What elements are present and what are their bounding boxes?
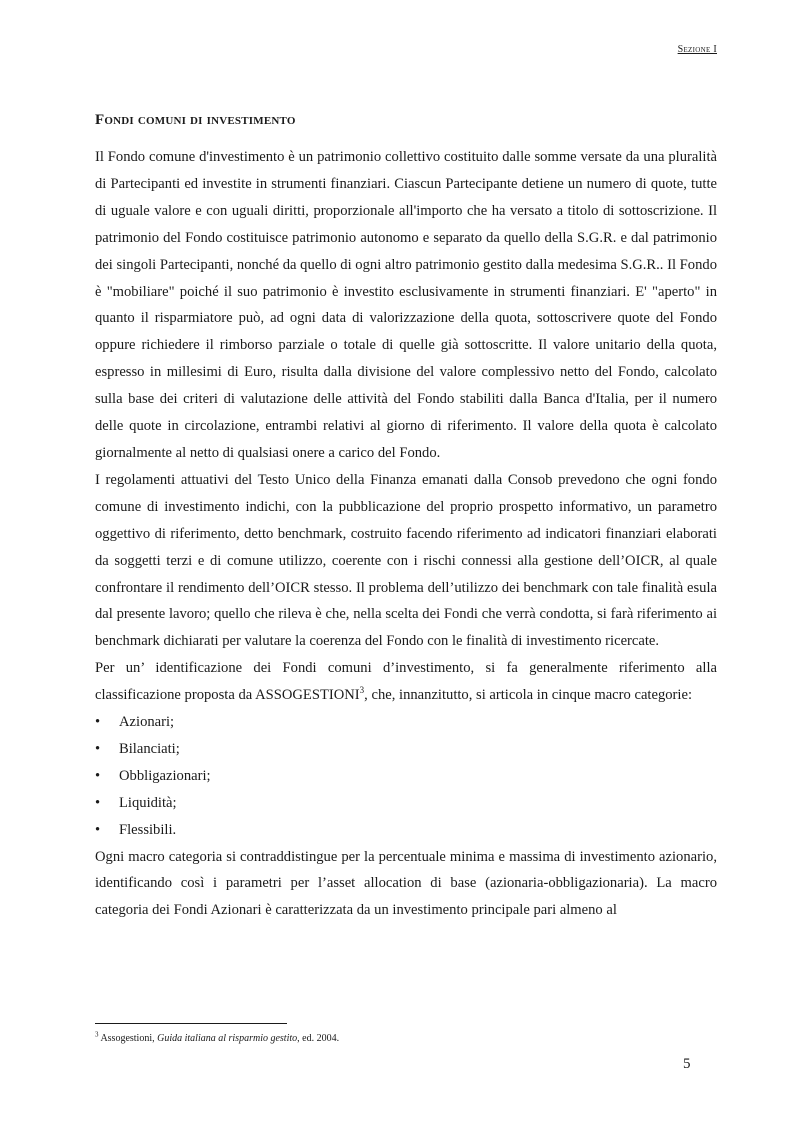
footnote-ref[interactable]: 3 [359,685,365,696]
footnote-author: Assogestioni, [98,1033,158,1044]
section-header: Sezione I [677,44,717,55]
footnote-edition: , ed. 2004. [297,1033,340,1044]
bullet-icon: • [95,714,101,731]
category-label: Obbligazionari; [119,767,211,784]
category-label: Flessibili. [119,821,177,838]
page-number: 5 [683,1056,691,1072]
paragraph-benchmark: I regolamenti attuativi del Testo Unico della Finanza emanati dalla Consob prevedono che ogni fondo comune di investimento indichi, con la pubblicazione del proprio prospetto informativo, un parametro oggettivo di riferimento, detto benchmark, costruito facendo riferimento ad indicatori finanziari elaborati da soggetti terzi e di comune utilizzo, coerente con i rischi connessi alla gestione dell’OICR, al quale confrontare il rendimento dell’OICR stesso. Il problema dell’utilizzo dei benchmark con tale finalità esula dal presente lavoro; quello che rileva è che, nella scelta dei Fondi che verrà condotta, si farà riferimento ai benchmark dichiarati per valutare la coerenza del Fondo con le finalità di investimento ricercate. [95,471,717,650]
footnote-work-title: Guida italiana al risparmio gestito [157,1033,298,1044]
footnote-divider [95,1023,287,1024]
bullet-icon: • [95,740,101,757]
bullet-icon: • [95,767,101,784]
list-item [95,763,717,790]
list-item [95,736,717,763]
category-list [95,709,717,844]
list-item [95,817,717,844]
bullet-icon: • [95,821,101,838]
list-item [95,709,717,736]
paragraph-classification [95,655,717,709]
bullet-icon: • [95,794,101,811]
classification-text-end: , che, innanzitutto, si articola in cinque macro categorie: [364,687,692,704]
footnote [95,1030,340,1044]
footnote-number: 3 [95,1030,99,1039]
category-label: Bilanciati; [119,740,180,757]
category-label: Liquidità; [119,794,177,811]
paragraph-definition: Il Fondo comune d'investimento è un patrimonio collettivo costituito dalle somme versate da una pluralità di Partecipanti ed investite in strumenti finanziari. Ciascun Partecipante detiene un numero di quote, tutte di uguale valore e con uguali diritti, proporzionale all'importo che ha versato a titolo di sottoscrizione. Il patrimonio del Fondo costituisce patrimonio autonomo e separato da quello della S.G.R. e dal patrimonio dei singoli Partecipanti, nonché da quello di ogni altro patrimonio gestito dalla medesima S.G.R.. Il Fondo è "mobiliare" poiché il suo patrimonio è investito esclusivamente in strumenti finanziari. E' "aperto" in quanto il risparmiatore può, ad ogni data di valorizzazione della quota, sottoscrivere quote del Fondo oppure richiedere il rimborso parziale o totale di quelle già sottoscritte. Il valore unitario della quota, espresso in millesimi di Euro, risulta dalla divisione del valore complessivo netto del Fondo, calcolato sulla base dei criteri di valutazione delle attività del Fondo stabiliti dalla Banca d'Italia, per il numero delle quote in circolazione, entrambi relativi al giorno di riferimento. Il valore della quota è calcolato giornalmente al netto di qualsiasi onere a carico del Fondo. [95,149,717,461]
category-label: Azionari; [119,714,175,731]
body-text [95,144,717,924]
paragraph-macro-categories: Ogni macro categoria si contraddistingue per la percentuale minima e massima di investimento azionario, identificando così i parametri per l’asset allocation di base (azionaria-obbligazionaria). La macro categoria dei Fondi Azionari è caratterizzata da un investimento principale pari almeno al [95,848,717,919]
section-title: Fondi comuni di investimento [95,112,296,128]
classification-text: Per un’ identificazione dei Fondi comuni d’investimento, si fa generalmente riferimento alla classificazione proposta da ASSOGESTIONI [95,660,717,704]
list-item [95,790,717,817]
